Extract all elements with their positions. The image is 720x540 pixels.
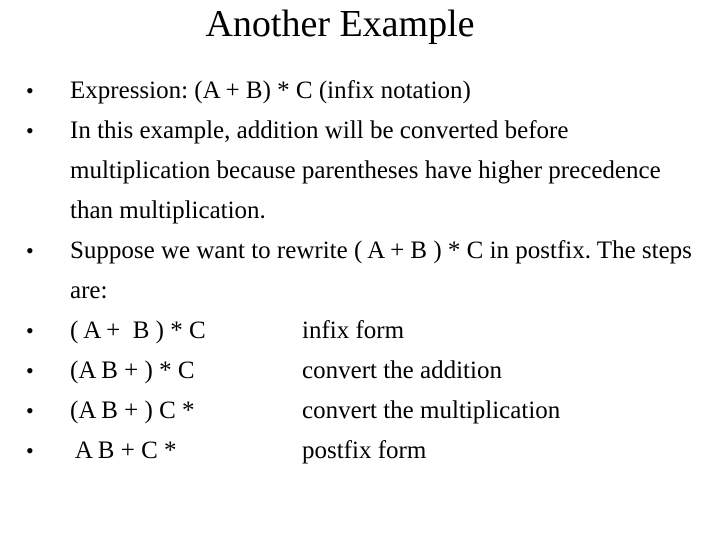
step-expression: ( A + B ) * C	[70, 317, 206, 344]
bullet-dot-icon: •	[26, 438, 34, 463]
bullet-text: Suppose we want to rewrite ( A + B ) * C in postfix. The steps are:	[70, 237, 692, 304]
bullet-expression	[26, 71, 706, 111]
step-convert-multiplication	[26, 391, 706, 431]
bullet-dot-icon: •	[26, 358, 34, 383]
step-description: infix form	[302, 317, 405, 344]
bullet-dot-icon: •	[26, 318, 34, 343]
bullet-suppose	[26, 231, 706, 311]
step-expression: (A B + ) C *	[70, 397, 195, 424]
bullet-list	[26, 71, 706, 471]
bullet-dot-icon: •	[26, 238, 34, 263]
step-expression: (A B + ) * C	[70, 357, 195, 384]
bullet-dot-icon: •	[26, 78, 34, 103]
bullet-addition-note	[26, 111, 706, 231]
step-postfix-form	[26, 431, 706, 471]
step-description: convert the multiplication	[302, 397, 561, 424]
bullet-text: In this example, addition will be converted before multiplication because parentheses have higher precedence than multiplication.	[70, 117, 661, 224]
step-expression: A B + C *	[70, 437, 177, 464]
step-description: postfix form	[302, 437, 427, 464]
step-description: convert the addition	[302, 357, 502, 384]
step-convert-addition	[26, 351, 706, 391]
bullet-text: Expression: (A + B) * C (infix notation)	[70, 77, 471, 104]
bullet-dot-icon: •	[26, 398, 34, 423]
step-infix-form	[26, 311, 706, 351]
slide-title: Another Example	[205, 3, 475, 45]
bullet-dot-icon: •	[26, 118, 34, 143]
